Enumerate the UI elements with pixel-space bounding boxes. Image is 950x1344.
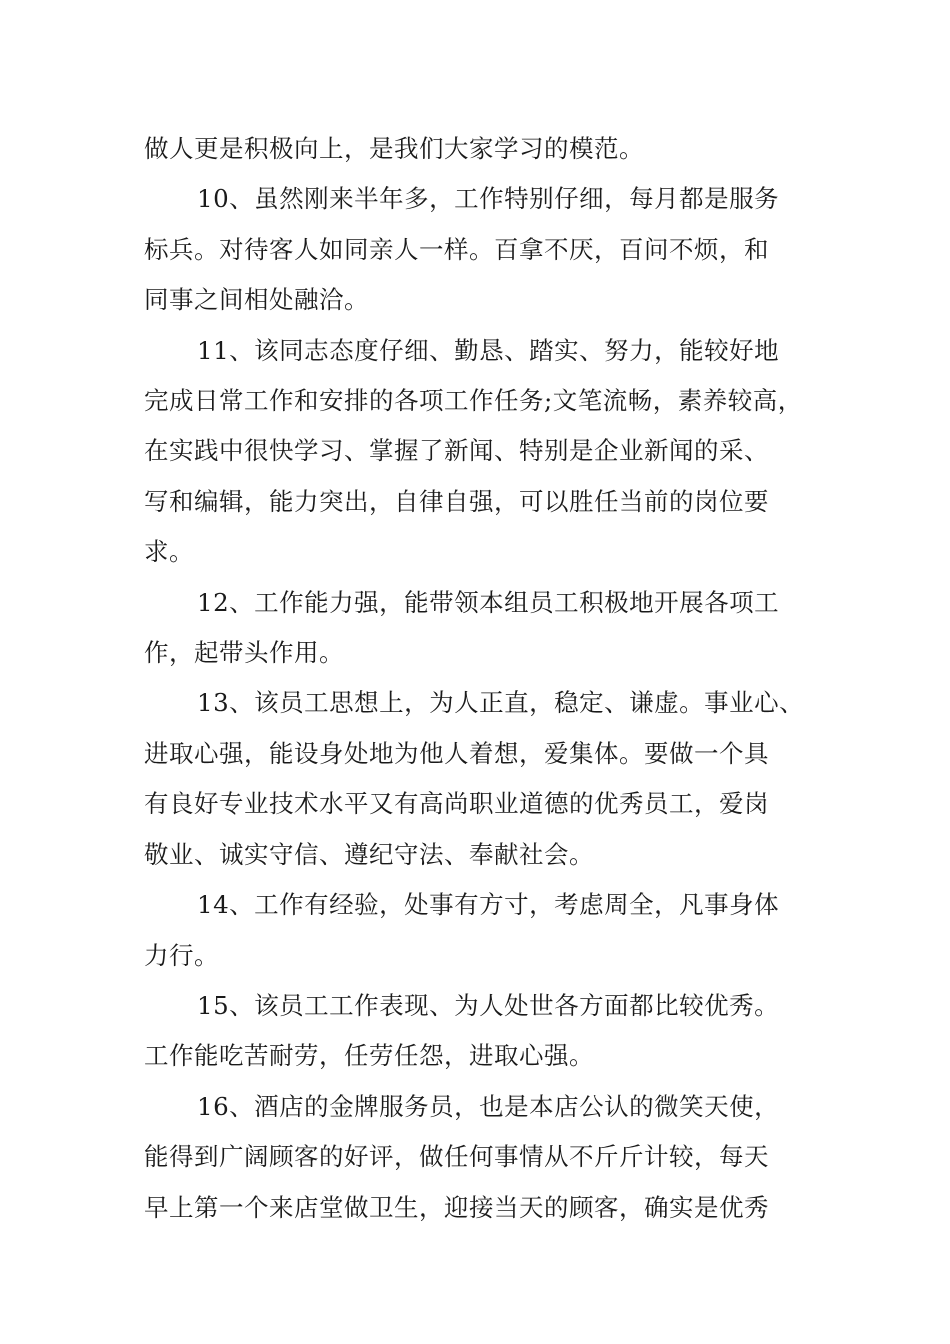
text-line: 有良好专业技术水平又有高尚职业道德的优秀员工，爱岗 [144, 789, 769, 819]
document-body [144, 124, 828, 1233]
paragraph-item-10 [144, 174, 828, 325]
text-line: 完成日常工作和安排的各项工作任务;文笔流畅，素养较高， [144, 386, 803, 416]
text-line: 11、该同志态度仔细、勤恳、踏实、努力，能较好地 [197, 335, 780, 365]
paragraph-item-11 [144, 326, 828, 578]
paragraph-item-14 [144, 880, 828, 981]
text-line: 同事之间相处融洽。 [144, 285, 369, 315]
text-line: 标兵。对待客人如同亲人一样。百拿不厌，百问不烦，和 [144, 234, 769, 264]
text-line: 工作能吃苦耐劳，任劳任怨，进取心强。 [144, 1041, 594, 1071]
text-line: 10、虽然刚来半年多，工作特别仔细，每月都是服务 [197, 184, 780, 214]
text-line: 能得到广阔顾客的好评，做任何事情从不斤斤计较，每天 [144, 1142, 769, 1172]
text-line: 早上第一个来店堂做卫生，迎接当天的顾客，确实是优秀 [144, 1192, 769, 1222]
paragraph-item-13 [144, 678, 828, 880]
text-line: 16、酒店的金牌服务员，也是本店公认的微笑天使， [197, 1091, 780, 1121]
text-line: 求。 [144, 537, 194, 567]
text-line: 12、工作能力强，能带领本组员工积极地开展各项工 [197, 587, 780, 617]
text-line: 在实践中很快学习、掌握了新闻、特别是企业新闻的采、 [144, 436, 769, 466]
text-line: 13、该员工思想上，为人正直，稳定、谦虚。事业心、 [197, 688, 805, 718]
text-line: 14、工作有经验，处事有方寸，考虑周全，凡事身体 [197, 890, 780, 920]
paragraph-item-12 [144, 578, 828, 679]
text-line: 15、该员工工作表现、为人处世各方面都比较优秀。 [197, 990, 780, 1020]
text-line: 敬业、诚实守信、遵纪守法、奉献社会。 [144, 839, 594, 869]
text-line: 力行。 [144, 940, 219, 970]
paragraph-item-16 [144, 1082, 828, 1233]
paragraph [144, 124, 828, 174]
text-line: 写和编辑，能力突出，自律自强，可以胜任当前的岗位要 [144, 486, 769, 516]
text-line: 进取心强，能设身处地为他人着想，爱集体。要做一个具 [144, 738, 769, 768]
paragraph-item-15 [144, 981, 828, 1082]
text-line: 做人更是积极向上，是我们大家学习的模范。 [144, 134, 644, 163]
text-line: 作，起带头作用。 [144, 638, 344, 668]
